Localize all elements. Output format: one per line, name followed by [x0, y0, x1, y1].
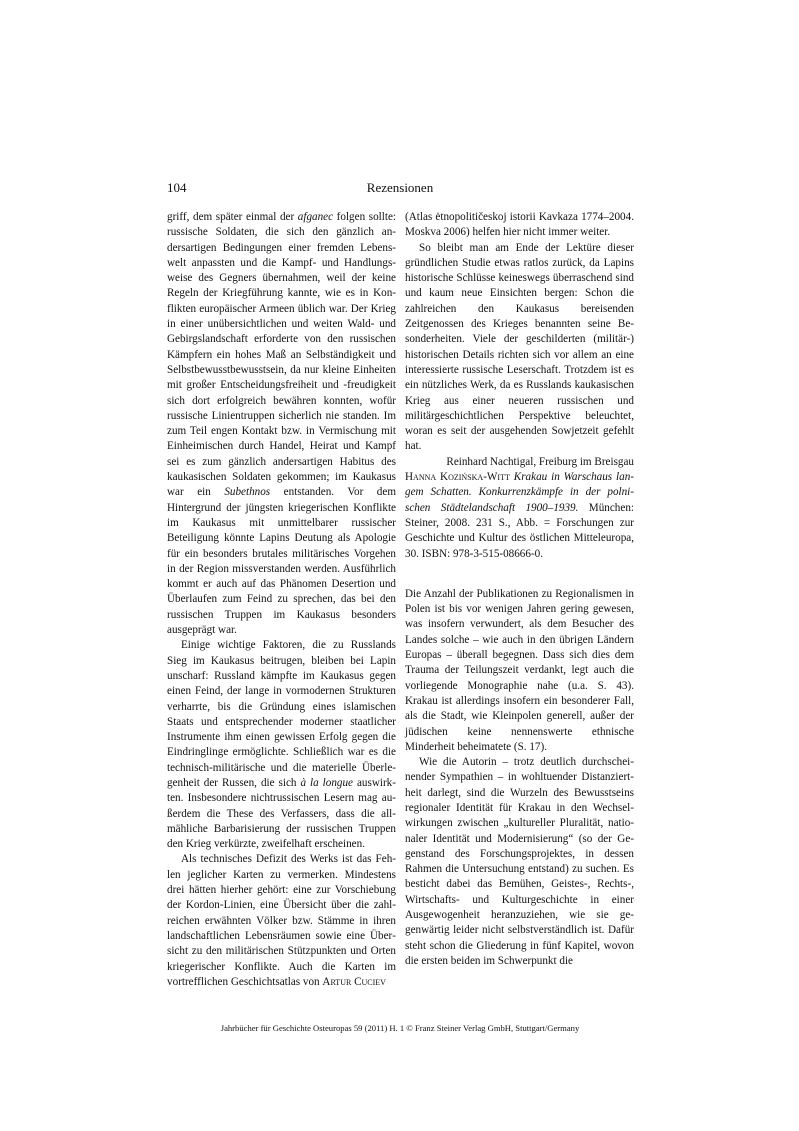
text-run: Als technisches Defizit des Werks ist das Fehlen jeglicher Karten zu vermerken. Mindestens drei hätten hierher gehört: eine zur Vorschiebung der Kordon-Linien, eine Übersicht über die zahlreichen erwähnten Völker bzw. Stämme in ihren landschaftlichen Lebensräumen sowie eine Übersicht zu den militärischen Stützpunkten und Orten kriegerischer Konflikte. Auch die Karten im vortrefflichen Geschichtsatlas von	[167, 853, 396, 988]
text-run: entstanden. Vor dem Hintergrund der jüngsten kriegerischen Konflikte im Kaukasus mit unmittelbarer russischer Beteiligung könnte Lapins Deutung als Apologie für ein besonders brutales militärisches Vorgehen in der Region missverstanden werden. Ausführlich kommt er auch auf das Phänomen Desertion und Überlaufen zum Feind zu sprechen, das bei den russischen Truppen im Kaukasus besonders ausgeprägt war.	[167, 486, 396, 637]
page-footer: Jahrbücher für Geschichte Osteuropas 59 (2011) H. 1 © Franz Steiner Verlag GmbH, Stuttgart/Germany	[220, 1023, 580, 1033]
italic-text: afganec	[297, 211, 334, 223]
text-run: München: Steiner, 2008. 231 S., Abb. = Forschungen zur Geschichte und Kultur des östlichen Mitteleuropa, 30. ISBN: 978-3-515-08666-0.	[405, 501, 634, 560]
paragraph	[167, 852, 396, 990]
paragraph	[405, 210, 634, 241]
book-citation	[405, 470, 634, 562]
italic-text: Krakau in Warschaus langem Schatten. Konkurrenzkämpfe in der polnischen Städtelandschaft 1900–1939.	[405, 471, 634, 514]
text-run: auswirkten. Insbesondere nichtrussischen Lesern mag außerdem die These des Verfassers, dass die allmähliche Barbarisierung der russischen Truppen den Krieg verkürzte, zweifelhaft erscheinen.	[167, 776, 396, 851]
text-run: So bleibt man am Ende der Lektüre dieser gründlichen Studie etwas ratlos zurück, da Lapins historische Schlüsse keineswegs überraschend sind und kaum neue Einsichten bergen: Schon die zahlreichen den Kaukasus bereisenden Zeitgenossen des Krieges benannten seine Besonderheiten. Viele der geschilderten (militär-) historischen Details richten sich vor allem an eine interessierte russische Leserschaft. Trotzdem ist es ein nützliches Werk, da es Russlands kaukasischen Krieg aus einer neueren russischen und militärgeschichtlichen Perspektive beleuchtet, woran es seit der ausgehenden Sowjetzeit gefehlt hat.	[405, 241, 634, 453]
left-column	[167, 210, 396, 990]
paragraph	[405, 755, 634, 969]
text-run: griff, dem später einmal der	[167, 211, 298, 223]
author-name: Artur Cuciev	[322, 975, 386, 988]
author-name: Hanna Kozińska-Witt	[405, 471, 510, 484]
text-run: Einige wichtige Faktoren, die zu Russlands Sieg im Kaukasus beitrugen, bleiben bei Lapin unscharf: Russland kämpfte im Kaukasus gegen einen Feind, der lange in vormodernen Strukturen verharrte, bis die Gründung eines islamischen Staats und entsprechender moderner staatlicher Instrumente ihm einen gewissen Erfolg gegen die Eindringlinge ermöglichte. Schließlich war es die technisch-militärische und die materielle Überlegenheit der Russen, die sich	[167, 639, 396, 789]
paragraph	[405, 241, 634, 455]
text-run: Wie die Autorin – trotz deutlich durchscheinender Sympathien – in wohltuender Distanziertheit darlegt, sind die Wurzeln des Bewusstseins regionaler Identität für Krakau in den Wechselwirkungen zwischen „kultureller Pluralität, nationaler Identität und Modernisierung“ (so der Gegenstand des Forschungsprojektes, in dessen Rahmen die Untersuchung entstand) zu suchen. Es besticht dabei das Bemühen, Geistes-, Rechts-, Wirtschafts- und Kulturgeschichte in einer Ausgewogenheit heranzuziehen, wie sie gegenwärtig leider nicht selbstverständlich ist. Dafür steht schon die Gliederung in fünf Kapitel, wovon die ersten beiden im Schwerpunkt die	[405, 756, 634, 967]
running-header	[167, 180, 633, 196]
italic-text: à la longue	[300, 776, 353, 789]
italic-text: Subethnos	[224, 486, 271, 499]
text-run: folgen sollte: russische Soldaten, die sich den gänzlich andersartigen Bedingungen einer fremden Lebenswelt anpassten und die Kampf- und Handlungsweise des Gegners übernahmen, weil der keine Regeln der Kriegführung kannte, wie es in Konflikten europäischer Armeen üblich war. Der Krieg in einer unübersichtlichen und weiten Wald- und Gebirgslandschaft erforderte von den russischen Kämpfern ein hohes Maß an Selbständigkeit und Selbstbewusstbewusstsein, da nur kleine Einheiten mit großer Entscheidungsfreiheit und -freudigkeit sich dort erfolgreich bewähren konnten, wofür russische Linientruppen sicherlich nie standen. Im zum Teil engen Kontakt bzw. in Vermischung mit Einheimischen durch Handel, Heirat und Kampf sei es zum gänzlich andersartigen Habitus des kaukasischen Soldaten gekommen; im Kaukasus war ein	[167, 211, 396, 499]
text-run: Die Anzahl der Publikationen zu Regionalismen in Polen ist bis vor wenigen Jahren gering gewesen, was insofern verwundert, als dem Besucher des Landes solche – wie auch in den übrigen Ländern Europas – überall begegnen. Dass sich dies dem Trauma der Teilungszeit verdankt, legt auch die vorliegende Monographie nahe (u.a. S. 43). Krakau ist allerdings insofern ein besonderer Fall, als die Stadt, wie Kleinpolen generell, außer der jüdischen keine nennenswerte ethnische Minderheit beheimatete (S. 17).	[405, 587, 634, 753]
running-title: Rezensionen	[366, 180, 434, 195]
right-column	[405, 210, 634, 969]
section-spacer	[405, 562, 634, 587]
paragraph	[167, 638, 396, 852]
page-number: 104	[167, 180, 187, 195]
text-run: (Atlas ėtnopolitičeskoj istorii Kavkaza 1774–2004. Moskva 2006) helfen hier nicht immer weiter.	[405, 211, 634, 239]
paragraph	[167, 210, 396, 638]
paragraph	[405, 587, 634, 755]
reviewer-signature: Reinhard Nachtigal, Freiburg im Breisgau	[446, 455, 634, 468]
